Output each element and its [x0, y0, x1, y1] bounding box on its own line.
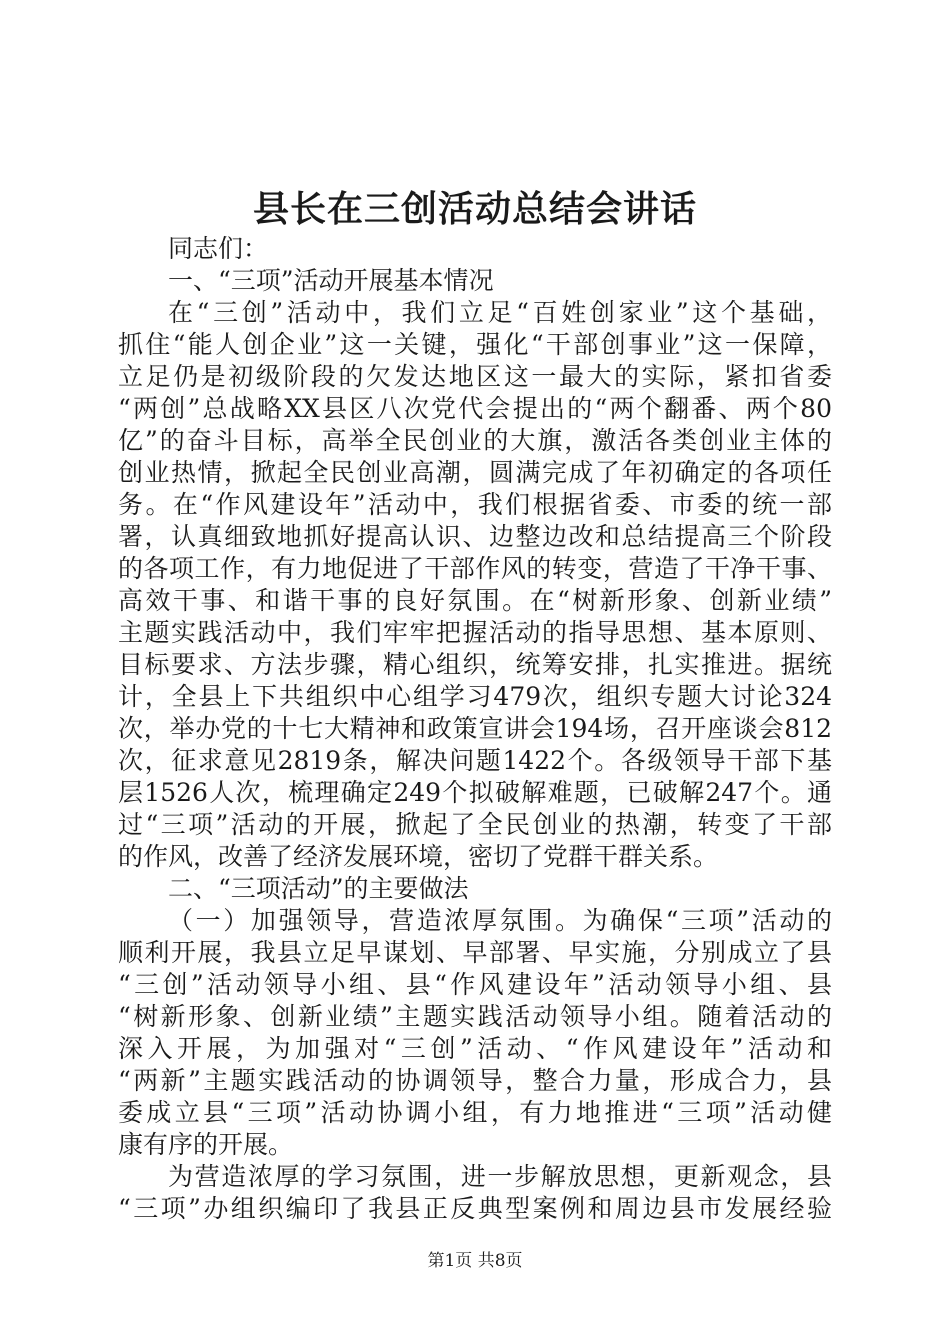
paragraph-line: 抓住“能人创企业”这一关键，强化“干部创事业”这一保障，	[118, 330, 832, 359]
paragraph-line: 务。在“作风建设年”活动中，我们根据省委、市委的统一部	[118, 490, 832, 519]
paragraph-line: 目标要求、方法步骤，精心组织，统筹安排，扎实推进。据统	[118, 650, 832, 679]
subsection-heading: （一）加强领导，营造浓厚氛围。为确保“三项”活动的	[168, 906, 832, 935]
section-heading-1: 一、“三项”活动开展基本情况	[168, 266, 494, 295]
paragraph-line: 署，认真细致地抓好提高认识、边整边改和总结提高三个阶段	[118, 522, 832, 551]
paragraph-line: 主题实践活动中，我们牢牢把握活动的指导思想、基本原则、	[118, 618, 832, 647]
paragraph-line: 创业热情，掀起全民创业高潮，圆满完成了年初确定的各项任	[118, 458, 832, 487]
paragraph-line: 顺利开展，我县立足早谋划、早部署、早实施，分别成立了县	[118, 938, 832, 967]
paragraph-line: 康有序的开展。	[118, 1130, 294, 1159]
document-title: 县长在三创活动总结会讲话	[252, 188, 697, 230]
paragraph-line: 为营造浓厚的学习氛围，进一步解放思想，更新观念，县	[168, 1162, 832, 1191]
paragraph-line: “三创”活动领导小组、县“作风建设年”活动领导小组、县	[118, 970, 832, 999]
paragraph-line: 层1526人次，梳理确定249个拟破解难题，已破解247个。通	[118, 778, 832, 807]
paragraph-line: “树新形象、创新业绩”主题实践活动领导小组。随着活动的	[118, 1002, 832, 1031]
section-heading-2: 二、“三项活动”的主要做法	[168, 874, 469, 903]
paragraph-line: “两创”总战略XX县区八次党代会提出的“两个翻番、两个80	[118, 394, 832, 423]
salutation-line: 同志们：	[168, 234, 269, 263]
paragraph-line: 在“三创”活动中，我们立足“百姓创家业”这个基础，	[168, 298, 832, 327]
paragraph-line: 的各项工作，有力地促进了干部作风的转变，营造了干净干事、	[118, 554, 832, 583]
paragraph-line: 次，举办党的十七大精神和政策宣讲会194场，召开座谈会812	[118, 714, 832, 743]
paragraph-line: “两新”主题实践活动的协调领导，整合力量，形成合力，县	[118, 1066, 832, 1095]
paragraph-line: 委成立县“三项”活动协调小组，有力地推进“三项”活动健	[118, 1098, 832, 1127]
paragraph-line: 的作风，改善了经济发展环境，密切了党群干群关系。	[118, 842, 719, 871]
paragraph-line: 深入开展，为加强对“三创”活动、“作风建设年”活动和	[118, 1034, 832, 1063]
paragraph-line: 计，全县上下共组织中心组学习479次，组织专题大讨论324	[118, 682, 832, 711]
paragraph-line: 立足仍是初级阶段的欠发达地区这一最大的实际，紧扣省委	[118, 362, 832, 391]
paragraph-line: 高效干事、和谐干事的良好氛围。在“树新形象、创新业绩”	[118, 586, 832, 615]
paragraph-line: 亿”的奋斗目标，高举全民创业的大旗，激活各类创业主体的	[118, 426, 832, 455]
paragraph-line: 过“三项”活动的开展，掀起了全民创业的热潮，转变了干部	[118, 810, 832, 839]
document-body	[118, 233, 832, 1225]
page-footer: 第1页 共8页	[427, 1251, 523, 1271]
paragraph-line: “三项”办组织编印了我县正反典型案例和周边县市发展经验	[118, 1194, 832, 1223]
paragraph-line: 次，征求意见2819条，解决问题1422个。各级领导干部下基	[118, 746, 832, 775]
